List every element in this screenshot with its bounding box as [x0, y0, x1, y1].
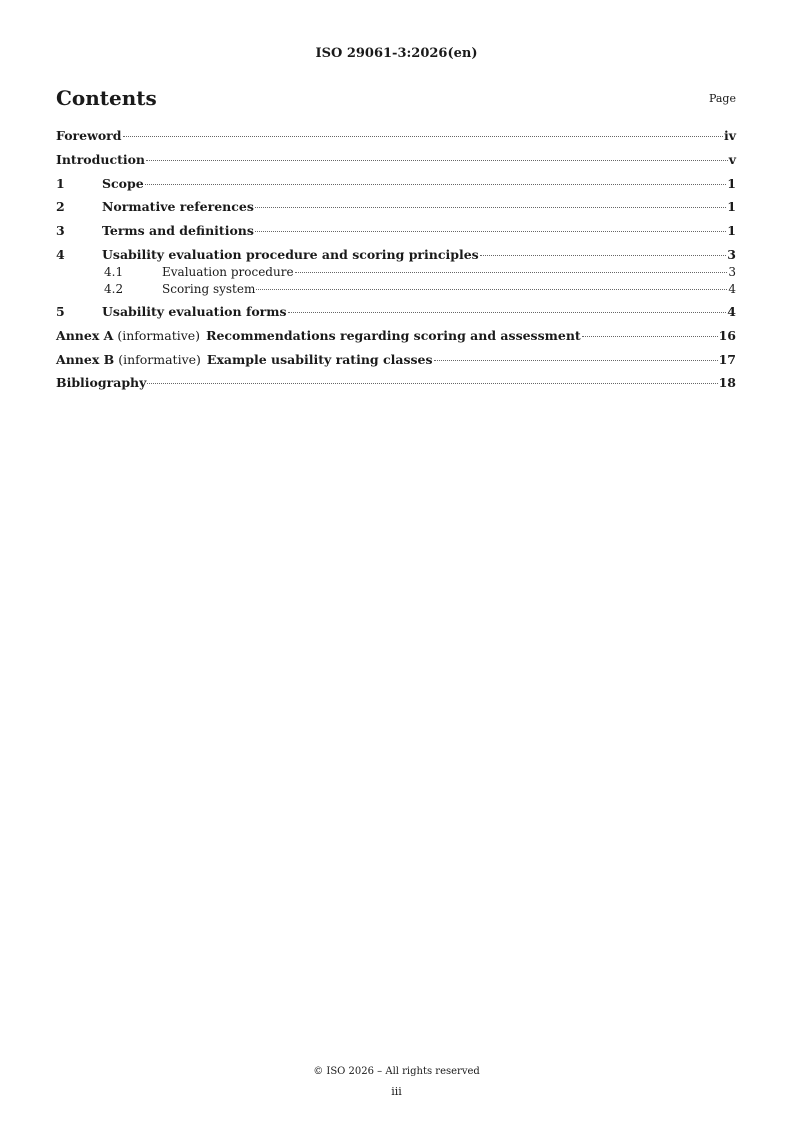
- toc-entry-evaluation-forms[interactable]: [56, 304, 736, 320]
- toc-title: Foreword: [56, 128, 122, 143]
- dot-leader: [582, 336, 718, 337]
- toc-title: Terms and definitions: [102, 223, 254, 238]
- toc-page: 1: [727, 223, 736, 238]
- dot-leader: [146, 160, 728, 161]
- toc-entry-evaluation-procedure[interactable]: [56, 264, 736, 280]
- dot-leader: [480, 255, 727, 256]
- toc-title: Usability evaluation forms: [102, 304, 287, 319]
- toc-page: iv: [723, 128, 736, 143]
- dot-leader: [123, 136, 723, 137]
- toc-page: 3: [727, 247, 736, 262]
- toc-entry-normative-references[interactable]: [56, 199, 736, 215]
- dot-leader: [256, 289, 727, 290]
- page-column-label: Page: [708, 92, 736, 105]
- dot-leader: [255, 231, 726, 232]
- annex-label: Annex A: [56, 328, 114, 343]
- toc-title: Bibliography: [56, 375, 147, 390]
- toc-title: Recommendations regarding scoring and assessment: [206, 328, 581, 343]
- footer-copyright: © ISO 2026 – All rights reserved: [313, 1066, 480, 1077]
- toc-entry-annex-b[interactable]: [56, 352, 736, 368]
- toc-number: 4.1: [104, 265, 124, 279]
- toc-number: 1: [56, 176, 65, 191]
- toc-page: 16: [718, 328, 736, 343]
- toc-number: 4.2: [104, 282, 124, 296]
- footer-page-number: iii: [391, 1085, 402, 1098]
- toc-number: 4: [56, 247, 65, 262]
- toc-entry-foreword[interactable]: [56, 128, 736, 144]
- dot-leader: [295, 272, 728, 273]
- annex-type: (informative): [117, 328, 201, 343]
- toc-page: 1: [727, 176, 736, 191]
- toc-entry-introduction[interactable]: [56, 152, 736, 168]
- toc-number: 5: [56, 304, 65, 319]
- toc-entry-terms-and-definitions[interactable]: [56, 223, 736, 239]
- toc-title: Evaluation procedure: [162, 265, 294, 279]
- toc-page: 4: [727, 304, 736, 319]
- document-id: ISO 29061-3:2026(en): [315, 46, 478, 61]
- toc-title: Introduction: [56, 152, 146, 167]
- toc-title: Example usability rating classes: [206, 352, 433, 367]
- toc-page: v: [728, 152, 736, 167]
- toc-entry-annex-a[interactable]: [56, 328, 736, 344]
- toc-title: Scoring system: [162, 282, 256, 296]
- toc-entry-scoring-system[interactable]: [56, 281, 736, 297]
- annex-label: Annex B: [56, 352, 115, 367]
- annex-type: (informative): [118, 352, 201, 367]
- toc-page: 17: [718, 352, 736, 367]
- dot-leader: [255, 207, 726, 208]
- toc-page: 1: [727, 199, 736, 214]
- toc-title: Scope: [102, 176, 144, 191]
- toc-page: 3: [728, 265, 736, 279]
- dot-leader: [147, 383, 717, 384]
- toc-number: 2: [56, 199, 65, 214]
- dot-leader: [434, 360, 718, 361]
- contents-title: Contents: [56, 86, 157, 110]
- toc-title: Usability evaluation procedure and scoring principles: [102, 247, 479, 262]
- toc-entry-scope[interactable]: [56, 176, 736, 192]
- toc-title: Normative references: [102, 199, 254, 214]
- toc-page: 4: [728, 282, 736, 296]
- toc-page: 18: [718, 375, 736, 390]
- toc-entry-usability-procedure[interactable]: [56, 247, 736, 263]
- dot-leader: [288, 312, 727, 313]
- toc-entry-bibliography[interactable]: [56, 375, 736, 391]
- contents-heading-row: [56, 86, 736, 112]
- toc-number: 3: [56, 223, 65, 238]
- dot-leader: [145, 184, 727, 185]
